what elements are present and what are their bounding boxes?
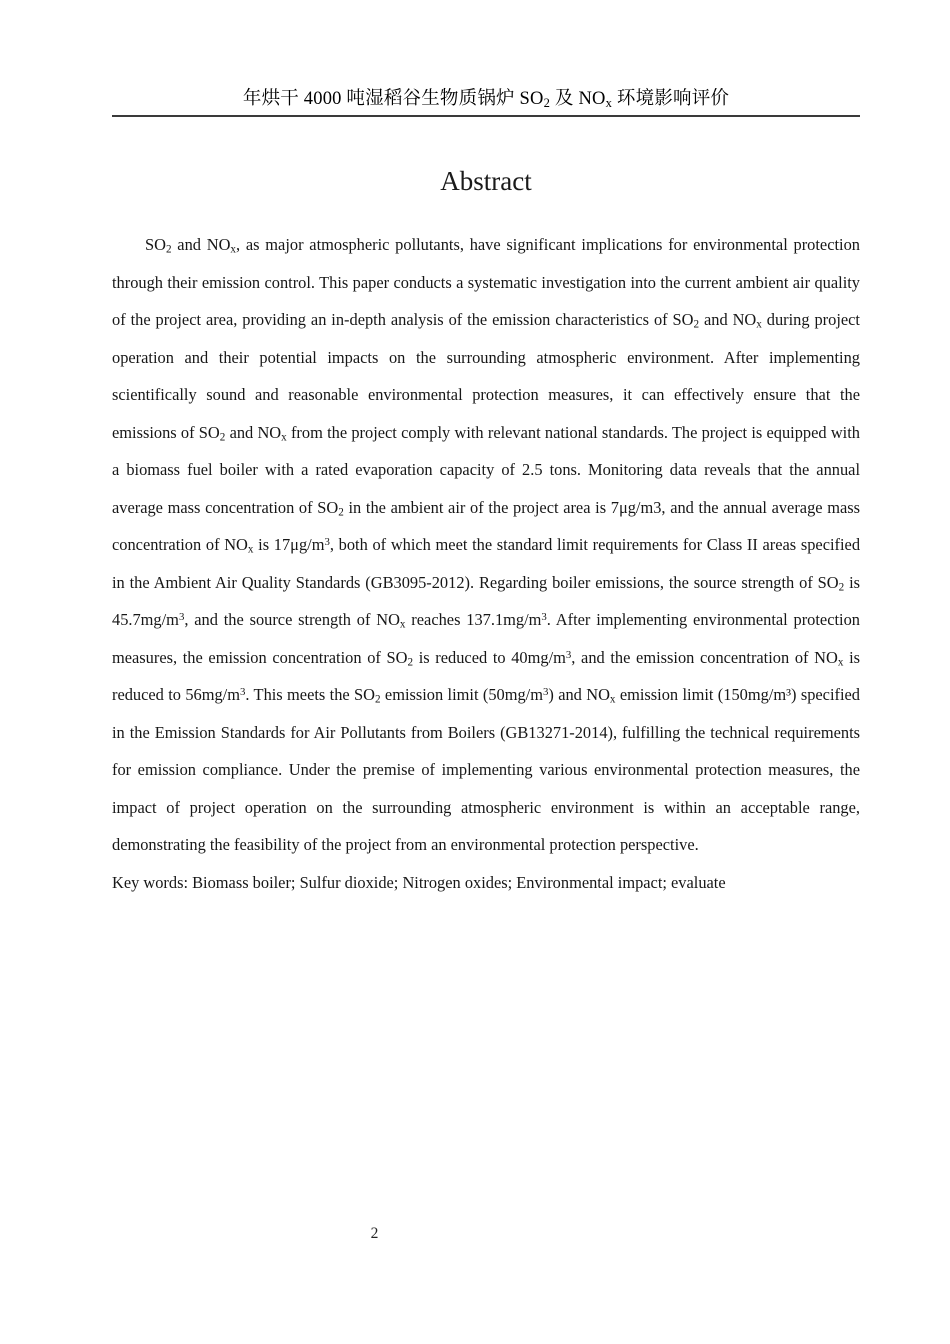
- text-run: , both of which meet the standard limit requirements for Class II areas specified in the Ambient Air Quality Standards (GB3095-2012). Regarding boiler emissions, the source strength of SO: [112, 535, 861, 592]
- text-run: reaches 137.1mg/m: [405, 610, 542, 629]
- so2-subscript: 2: [374, 693, 381, 706]
- running-header-so2-subscript: 2: [543, 95, 551, 110]
- keywords-line: Key words: Biomass boiler; Sulfur dioxide; Nitrogen oxides; Environmental impact; evaluate: [112, 872, 726, 892]
- text-run: ) and NO: [548, 685, 610, 704]
- so2-subscript: 2: [407, 655, 414, 668]
- so2-subscript: 2: [838, 580, 845, 593]
- running-header-title: [112, 86, 860, 112]
- cubic-meter-superscript: 3: [541, 610, 547, 623]
- so2-subscript: 2: [165, 243, 172, 256]
- text-run: in the ambient air of the project area is 7μg/m3, and the annual average mass concentration of NO: [112, 497, 860, 554]
- text-run: during project operation and their potential impacts on the surrounding atmospheric environment. After implementing scientifically sound and reasonable environmental protection measures, it can effectively ensure that the emissions of SO: [112, 310, 860, 442]
- nox-subscript: x: [247, 543, 254, 556]
- running-header-nox-subscript: x: [605, 95, 613, 110]
- text-run: , and the emission concentration of NO: [571, 647, 838, 667]
- header-divider-rule: [112, 115, 860, 117]
- cubic-meter-superscript: 3: [542, 685, 549, 698]
- nox-subscript: x: [281, 430, 287, 443]
- running-header: [112, 86, 860, 117]
- text-run: SO: [145, 235, 166, 254]
- nox-subscript: x: [399, 618, 406, 631]
- text-run: from the project comply with relevant national standards. The project is equipped with a biomass fuel boiler with a rated evaporation capacity of 2.5 tons. Monitoring data reveals that the annual average mass concentration of SO: [112, 422, 860, 517]
- running-header-text-prefix: 年烘干 4000 吨湿稻谷生物质锅炉 SO: [242, 89, 544, 109]
- cubic-meter-superscript: 3: [239, 685, 246, 698]
- running-header-text-mid: 及 NO: [550, 89, 606, 109]
- running-header-text-suffix: 环境影响评价: [612, 89, 730, 109]
- text-run: and NO: [699, 310, 757, 329]
- text-run: . This meets the SO: [245, 685, 375, 704]
- text-run: is reduced to 40mg/m: [413, 647, 566, 667]
- cubic-meter-superscript: 3: [565, 648, 572, 661]
- so2-subscript: 2: [338, 505, 344, 518]
- text-run: is 45.7mg/m: [112, 572, 861, 629]
- page-title: Abstract: [440, 166, 532, 197]
- so2-subscript: 2: [219, 430, 226, 443]
- nox-subscript: x: [837, 655, 844, 668]
- so2-subscript: 2: [693, 318, 700, 331]
- text-run: and NO: [225, 422, 282, 442]
- text-run: and NO: [171, 235, 231, 254]
- text-run: is reduced to 56mg/m: [112, 647, 860, 704]
- nox-subscript: x: [756, 318, 762, 331]
- nox-subscript: x: [609, 693, 616, 706]
- nox-subscript: x: [230, 243, 236, 256]
- text-run: emission limit (150mg/m³) specified in the Emission Standards for Air Pollutants from Boilers (GB13271-2014), fulfilling the technical requirements for emission compliance. Under the premise of implementing various environmental protection measures, the impact of project operation on the surrounding atmospheric environment is within an acceptable range, demonstrating the feasibility of the project from an environmental protection perspective.: [112, 685, 860, 854]
- text-run: , as major atmospheric pollutants, have significant implications for environmental protection through their emission control. This paper conducts a systematic investigation into the current ambient air quality of the project area, providing an in-depth analysis of the emission characteristics of SO: [112, 235, 860, 329]
- cubic-meter-superscript: 3: [324, 535, 330, 548]
- abstract-paragraph: [112, 226, 860, 864]
- text-run: emission limit (50mg/m: [380, 685, 543, 704]
- text-run: is 17μg/m: [253, 535, 325, 554]
- footer-page-number: 2: [370, 1225, 379, 1242]
- text-run: , and the source strength of NO: [184, 610, 400, 629]
- abstract-body: [112, 226, 860, 901]
- text-run: . After implementing environmental protection measures, the emission concentration of SO: [112, 610, 860, 667]
- cubic-meter-superscript: 3: [178, 610, 185, 623]
